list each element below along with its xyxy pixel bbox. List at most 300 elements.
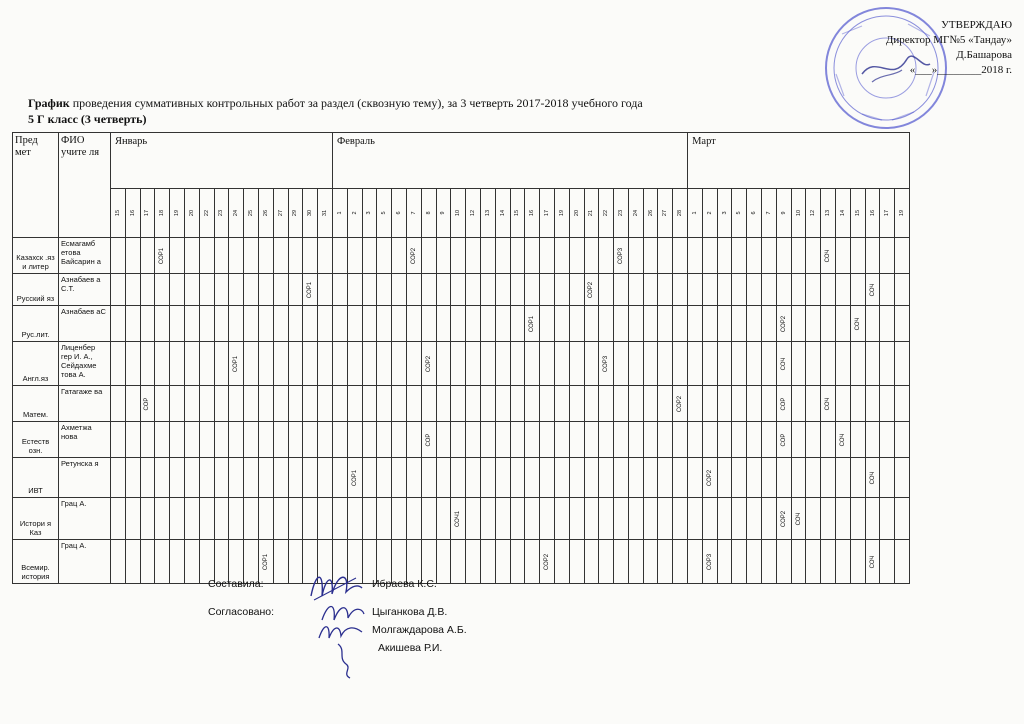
approval-date: «___»________2018 г. [909, 64, 1012, 76]
day-label: 21 [588, 209, 595, 217]
day-cell [747, 189, 762, 238]
schedule-cell [111, 238, 126, 274]
schedule-cell [318, 306, 333, 342]
schedule-cell [821, 540, 836, 584]
schedule-cell [510, 342, 525, 386]
schedule-cell [895, 386, 910, 422]
schedule-cell [628, 306, 643, 342]
schedule-cell [258, 306, 273, 342]
day-cell [702, 189, 717, 238]
schedule-cell [421, 422, 436, 458]
assessment-mark: СОЧ [780, 357, 787, 370]
schedule-cell [451, 342, 466, 386]
schedule-cell [229, 422, 244, 458]
day-label: 10 [455, 209, 462, 217]
day-cell [569, 189, 584, 238]
schedule-cell [155, 274, 170, 306]
day-label: 16 [869, 209, 876, 217]
day-label: 30 [307, 209, 314, 217]
table-row [13, 238, 910, 274]
schedule-cell [747, 274, 762, 306]
day-cell [303, 189, 318, 238]
day-label: 3 [721, 211, 728, 215]
schedule-cell [170, 422, 185, 458]
day-cell [688, 189, 703, 238]
day-cell [614, 189, 629, 238]
schedule-cell [377, 540, 392, 584]
schedule-cell [111, 342, 126, 386]
schedule-cell [628, 342, 643, 386]
schedule-cell [821, 342, 836, 386]
day-cell [762, 189, 777, 238]
schedule-cell [762, 422, 777, 458]
schedule-cell [673, 498, 688, 540]
day-label: 26 [647, 209, 654, 217]
assessment-mark: СОР1 [529, 315, 536, 332]
subject-cell: Истори я Каз [13, 498, 59, 540]
schedule-cell [347, 342, 362, 386]
schedule-cell [865, 498, 880, 540]
schedule-cell [258, 386, 273, 422]
schedule-cell [244, 540, 259, 584]
schedule-cell [184, 540, 199, 584]
schedule-cell [880, 422, 895, 458]
schedule-cell [392, 386, 407, 422]
schedule-cell [421, 274, 436, 306]
schedule-cell [347, 306, 362, 342]
schedule-cell [214, 498, 229, 540]
approval-name: Д.Башарова [956, 49, 1012, 61]
schedule-cell [658, 458, 673, 498]
day-label: 31 [322, 209, 329, 217]
schedule-cell [776, 498, 791, 540]
schedule-cell [184, 342, 199, 386]
assessment-mark: СОР1 [159, 247, 166, 264]
schedule-cell [199, 306, 214, 342]
schedule-cell [880, 342, 895, 386]
schedule-cell [747, 540, 762, 584]
schedule-cell [155, 386, 170, 422]
schedule-cell [554, 498, 569, 540]
schedule-cell [747, 306, 762, 342]
schedule-cell [510, 458, 525, 498]
assessment-mark: СОЧ1 [455, 510, 462, 527]
schedule-cell [554, 342, 569, 386]
schedule-cell [214, 422, 229, 458]
schedule-cell [791, 238, 806, 274]
schedule-cell [554, 540, 569, 584]
day-cell [466, 189, 481, 238]
schedule-cell [495, 274, 510, 306]
schedule-cell [658, 498, 673, 540]
schedule-cell [717, 458, 732, 498]
schedule-cell [436, 540, 451, 584]
document-subtitle: 5 Г класс (3 четверть) [28, 112, 147, 126]
schedule-cell [510, 386, 525, 422]
schedule-cell [554, 238, 569, 274]
schedule-cell [318, 238, 333, 274]
schedule-cell [865, 342, 880, 386]
day-label: 3 [366, 211, 373, 215]
schedule-cell [569, 422, 584, 458]
schedule-cell [125, 238, 140, 274]
schedule-cell [303, 306, 318, 342]
schedule-cell [244, 498, 259, 540]
schedule-cell [614, 458, 629, 498]
schedule-cell [184, 498, 199, 540]
schedule-cell [229, 498, 244, 540]
schedule-cell [599, 540, 614, 584]
schedule-cell [762, 458, 777, 498]
day-cell [111, 189, 126, 238]
teacher-cell: Есмагамб етова Байсарин а [59, 238, 111, 274]
day-cell [421, 189, 436, 238]
schedule-cell [540, 238, 555, 274]
month-header: Март [688, 133, 910, 189]
schedule-cell [140, 458, 155, 498]
table-row [13, 540, 910, 584]
schedule-cell [125, 306, 140, 342]
schedule-cell [303, 498, 318, 540]
schedule-cell [451, 274, 466, 306]
header-subject: Пред мет [13, 133, 59, 238]
schedule-cell [850, 386, 865, 422]
day-label: 24 [632, 209, 639, 217]
schedule-cell [525, 386, 540, 422]
day-cell [125, 189, 140, 238]
assessment-mark: СОЧ [825, 397, 832, 410]
schedule-cell [821, 386, 836, 422]
schedule-cell [318, 274, 333, 306]
day-cell [821, 189, 836, 238]
schedule-cell [451, 306, 466, 342]
schedule-cell [288, 274, 303, 306]
assessment-mark: СОР3 [706, 553, 713, 570]
schedule-cell [392, 458, 407, 498]
schedule-cell [184, 458, 199, 498]
schedule-cell [466, 306, 481, 342]
schedule-cell [451, 238, 466, 274]
schedule-cell [111, 498, 126, 540]
schedule-cell [288, 342, 303, 386]
schedule-cell [451, 422, 466, 458]
day-cell [836, 189, 851, 238]
day-label: 7 [410, 211, 417, 215]
assessment-mark: СОР2 [425, 355, 432, 372]
schedule-cell [111, 306, 126, 342]
schedule-cell [525, 540, 540, 584]
assessment-mark: СОЧ [854, 317, 861, 330]
schedule-cell [184, 274, 199, 306]
schedule-cell [836, 422, 851, 458]
day-label: 10 [795, 209, 802, 217]
schedule-cell [776, 306, 791, 342]
schedule-cell [762, 306, 777, 342]
schedule-cell [865, 306, 880, 342]
schedule-cell [673, 386, 688, 422]
teacher-cell: Лиценбер гер И. А., Сейдахме това А. [59, 342, 111, 386]
schedule-cell [273, 238, 288, 274]
schedule-cell [836, 458, 851, 498]
schedule-cell [421, 306, 436, 342]
schedule-cell [599, 422, 614, 458]
schedule-cell [170, 342, 185, 386]
schedule-cell [244, 238, 259, 274]
day-cell [199, 189, 214, 238]
schedule-cell [214, 458, 229, 498]
schedule-cell [347, 386, 362, 422]
schedule-cell [865, 386, 880, 422]
schedule-cell [451, 386, 466, 422]
day-label: 27 [277, 209, 284, 217]
day-cell [155, 189, 170, 238]
assessment-mark: СОР2 [780, 510, 787, 527]
schedule-cell [880, 274, 895, 306]
schedule-cell [732, 306, 747, 342]
schedule-cell [599, 386, 614, 422]
day-cell [214, 189, 229, 238]
schedule-cell [850, 238, 865, 274]
schedule-cell [806, 238, 821, 274]
schedule-cell [258, 274, 273, 306]
schedule-cell [584, 422, 599, 458]
schedule-cell [495, 422, 510, 458]
document-title [28, 96, 643, 111]
month-header: Январь [111, 133, 333, 189]
schedule-cell [214, 274, 229, 306]
schedule-cell [540, 274, 555, 306]
schedule-cell [836, 386, 851, 422]
schedule-cell [688, 422, 703, 458]
assessment-mark: СОР1 [351, 469, 358, 486]
day-label: 25 [248, 209, 255, 217]
schedule-cell [406, 540, 421, 584]
day-label: 13 [825, 209, 832, 217]
schedule-cell [155, 238, 170, 274]
schedule-cell [436, 342, 451, 386]
day-label: 20 [188, 209, 195, 217]
day-label: 6 [751, 211, 758, 215]
schedule-cell [702, 386, 717, 422]
schedule-cell [495, 306, 510, 342]
schedule-cell [347, 498, 362, 540]
schedule-cell [540, 458, 555, 498]
schedule-cell [466, 498, 481, 540]
day-cell [377, 189, 392, 238]
schedule-cell [880, 498, 895, 540]
schedule-cell [747, 458, 762, 498]
schedule-cell [702, 274, 717, 306]
day-label: 7 [765, 211, 772, 215]
schedule-cell [702, 422, 717, 458]
schedule-cell [288, 458, 303, 498]
schedule-cell [480, 274, 495, 306]
schedule-cell [747, 238, 762, 274]
schedule-cell [377, 274, 392, 306]
schedule-cell [688, 238, 703, 274]
schedule-cell [199, 498, 214, 540]
schedule-cell [880, 540, 895, 584]
schedule-cell [762, 238, 777, 274]
schedule-cell [125, 422, 140, 458]
schedule-cell [377, 306, 392, 342]
schedule-cell [865, 458, 880, 498]
signature-agreed-3 [332, 640, 362, 680]
schedule-cell [199, 458, 214, 498]
schedule-cell [362, 342, 377, 386]
assessment-mark: СОР [144, 397, 151, 410]
schedule-cell [125, 386, 140, 422]
schedule-cell [362, 386, 377, 422]
schedule-cell [125, 274, 140, 306]
schedule-cell [628, 274, 643, 306]
table-row [13, 342, 910, 386]
day-label: 24 [233, 209, 240, 217]
schedule-cell [377, 458, 392, 498]
schedule-cell [510, 498, 525, 540]
schedule-cell [140, 498, 155, 540]
day-cell [895, 189, 910, 238]
assessment-mark: СОР1 [262, 553, 269, 570]
schedule-cell [584, 306, 599, 342]
schedule-cell [510, 238, 525, 274]
schedule-cell [688, 342, 703, 386]
schedule-cell [125, 458, 140, 498]
day-cell [318, 189, 333, 238]
schedule-cell [540, 386, 555, 422]
schedule-cell [466, 386, 481, 422]
schedule-cell [377, 498, 392, 540]
day-label: 19 [174, 209, 181, 217]
schedule-cell [199, 274, 214, 306]
schedule-cell [717, 386, 732, 422]
assessment-mark: СОЧ [869, 283, 876, 296]
day-label: 12 [810, 209, 817, 217]
schedule-cell [140, 386, 155, 422]
schedule-cell [673, 274, 688, 306]
schedule-cell [880, 386, 895, 422]
day-label: 15 [114, 209, 121, 217]
schedule-cell [199, 238, 214, 274]
schedule-cell [717, 422, 732, 458]
schedule-cell [776, 540, 791, 584]
schedule-cell [569, 274, 584, 306]
schedule-cell [347, 422, 362, 458]
schedule-cell [258, 422, 273, 458]
schedule-cell [510, 422, 525, 458]
schedule-cell [614, 540, 629, 584]
schedule-cell [569, 386, 584, 422]
assessment-mark: СОР3 [603, 355, 610, 372]
assessment-mark: СОР2 [544, 553, 550, 570]
schedule-cell [554, 306, 569, 342]
assessment-mark: СОЧ [869, 471, 876, 484]
schedule-cell [229, 458, 244, 498]
teacher-cell: Грац А. [59, 540, 111, 584]
schedule-cell [643, 458, 658, 498]
day-label: 1 [336, 211, 343, 215]
schedule-cell [436, 306, 451, 342]
schedule-cell [747, 386, 762, 422]
day-label: 19 [558, 209, 565, 217]
day-label: 14 [839, 209, 846, 217]
subject-cell: Матем. [13, 386, 59, 422]
schedule-cell [569, 342, 584, 386]
schedule-cell [791, 422, 806, 458]
day-cell [436, 189, 451, 238]
schedule-cell [895, 238, 910, 274]
schedule-cell [836, 238, 851, 274]
day-label: 6 [396, 211, 403, 215]
schedule-cell [495, 342, 510, 386]
day-cell [880, 189, 895, 238]
schedule-cell [318, 458, 333, 498]
schedule-cell [569, 498, 584, 540]
schedule-cell [229, 386, 244, 422]
schedule-cell [421, 458, 436, 498]
schedule-cell [850, 306, 865, 342]
schedule-cell [895, 306, 910, 342]
schedule-cell [658, 342, 673, 386]
schedule-cell [791, 458, 806, 498]
schedule-cell [791, 540, 806, 584]
schedule-cell [111, 274, 126, 306]
schedule-cell [584, 238, 599, 274]
schedule-cell [688, 386, 703, 422]
schedule-cell [643, 498, 658, 540]
schedule-cell [850, 422, 865, 458]
day-label: 17 [544, 209, 550, 217]
schedule-cell [125, 540, 140, 584]
schedule-cell [170, 498, 185, 540]
schedule-cell [836, 274, 851, 306]
schedule-cell [392, 306, 407, 342]
day-label: 2 [706, 211, 713, 215]
schedule-cell [525, 238, 540, 274]
day-cell [392, 189, 407, 238]
day-label: 17 [144, 209, 151, 217]
schedule-cell [540, 342, 555, 386]
schedule-cell [451, 540, 466, 584]
day-cell [850, 189, 865, 238]
schedule-cell [303, 274, 318, 306]
schedule-cell [332, 498, 347, 540]
schedule-cell [155, 306, 170, 342]
schedule-cell [554, 274, 569, 306]
schedule-cell [229, 238, 244, 274]
schedule-cell [776, 274, 791, 306]
day-label: 12 [470, 209, 477, 217]
schedule-cell [184, 422, 199, 458]
schedule-cell [614, 342, 629, 386]
subject-cell: Англ.яз [13, 342, 59, 386]
schedule-cell [628, 498, 643, 540]
day-label: 9 [440, 211, 447, 215]
schedule-cell [702, 458, 717, 498]
schedule-cell [111, 386, 126, 422]
schedule-cell [421, 342, 436, 386]
day-label: 22 [203, 209, 210, 217]
schedule-cell [850, 342, 865, 386]
schedule-cell [525, 274, 540, 306]
schedule-cell [658, 238, 673, 274]
schedule-cell [377, 422, 392, 458]
schedule-cell [614, 306, 629, 342]
day-cell [451, 189, 466, 238]
schedule-cell [392, 422, 407, 458]
schedule-cell [776, 238, 791, 274]
schedule-cell [614, 498, 629, 540]
